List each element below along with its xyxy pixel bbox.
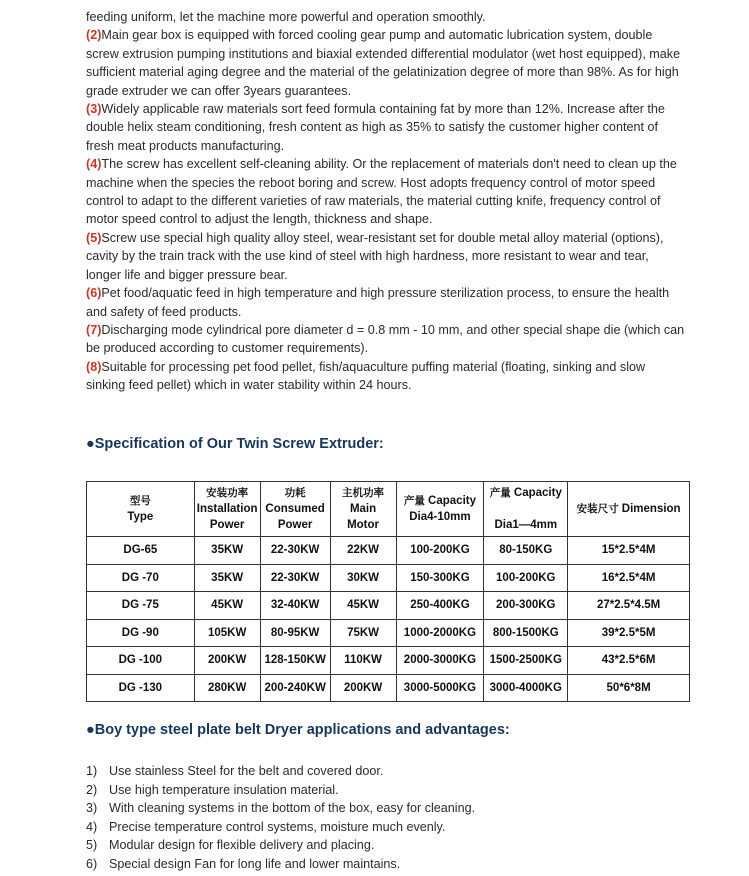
- cell-consumed-power: 200-240KW: [260, 674, 330, 702]
- cell-installation-power: 200KW: [194, 647, 260, 675]
- cell-type: DG-65: [87, 537, 195, 565]
- feature-text: Screw use special high quality alloy steel, wear-resistant set for double metal alloy material (options), cavity by the train track with the use kind of steel with high hardness, more resistant to wear and tear, longer life and bigger pressure bear.: [86, 230, 664, 282]
- spec-heading: [86, 436, 706, 452]
- header-installation-power: 安装功率 Installation Power: [194, 482, 260, 537]
- feature-text: Main gear box is equipped with forced cooling gear pump and automatic lubrication system, double screw extrusion pumping institutions and biaxial extended differential modulator (wet host equipped), make sufficient material aging degree and the material of the gelatinization degree of more than 98%. As for high grade extruder we can offer 3years guarantees.: [86, 28, 681, 98]
- cell-capacity-4-10mm: 150-300KG: [396, 564, 484, 592]
- list-item: [86, 781, 706, 800]
- cell-main-motor: 75KW: [330, 619, 396, 647]
- cell-type: DG -75: [87, 592, 195, 620]
- cell-installation-power: 105KW: [194, 619, 260, 647]
- cell-dimension: 16*2.5*4M: [568, 564, 690, 592]
- header-main-motor: 主机功率 Main Motor: [330, 482, 396, 537]
- feature-text: Widely applicable raw materials sort feed formula containing fat by more than 12%. Increase after the double helix steam conditioning, fresh content as high as 35% to satisfy the customer higher content of fresh meat products manufacturing.: [86, 102, 665, 153]
- list-item: [86, 799, 706, 818]
- dryer-heading-text: Boy type steel plate belt Dryer applications and advantages:: [94, 722, 510, 738]
- list-text: With cleaning systems in the bottom of the box, easy for cleaning.: [109, 801, 476, 816]
- cell-installation-power: 45KW: [194, 592, 260, 620]
- cell-capacity-1-4mm: 100-200KG: [484, 564, 568, 592]
- cell-consumed-power: 32-40KW: [260, 592, 330, 620]
- header-type: 型号 Type: [87, 482, 195, 537]
- header-consumed-power: 功耗 Consumed Power: [260, 482, 330, 537]
- table-header-row: [87, 482, 690, 537]
- feature-text: Discharging mode cylindrical pore diameter d = 0.8 mm - 10 mm, and other special shape die (which can be produced according to customer requirements).: [86, 322, 685, 356]
- cell-main-motor: 30KW: [330, 564, 396, 592]
- list-text: Use high temperature insulation material.: [109, 782, 339, 797]
- list-number: 2): [86, 782, 98, 797]
- cell-capacity-1-4mm: 800-1500KG: [484, 619, 568, 647]
- feature-item-5: [86, 229, 686, 284]
- table-row: [87, 537, 690, 565]
- spec-heading-text: Specification of Our Twin Screw Extruder:: [94, 436, 384, 452]
- cell-capacity-1-4mm: 200-300KG: [484, 592, 568, 620]
- feature-number: (6): [86, 286, 102, 301]
- feature-number: (4): [86, 157, 102, 172]
- list-item: [86, 762, 706, 781]
- cell-capacity-4-10mm: 100-200KG: [396, 537, 484, 565]
- cell-capacity-1-4mm: 80-150KG: [484, 537, 568, 565]
- cell-type: DG -100: [87, 647, 195, 675]
- feature-number: (3): [86, 102, 102, 117]
- cell-dimension: 39*2.5*5M: [568, 619, 690, 647]
- list-item: [86, 836, 706, 855]
- cell-consumed-power: 22-30KW: [260, 537, 330, 565]
- feature-item-4: [86, 155, 686, 229]
- feature-item-8: [86, 358, 686, 395]
- cell-main-motor: 45KW: [330, 592, 396, 620]
- spec-table: [86, 481, 690, 702]
- list-text: Modular design for flexible delivery and placing.: [109, 838, 375, 853]
- table-row: [87, 674, 690, 702]
- table-row: [87, 564, 690, 592]
- header-dimension: 安装尺寸 Dimension: [568, 482, 690, 537]
- cell-main-motor: 110KW: [330, 647, 396, 675]
- feature-item-2: [86, 26, 686, 100]
- feature-item-6: [86, 284, 686, 321]
- list-number: 3): [86, 801, 98, 816]
- dryer-advantages-list: [86, 762, 706, 874]
- cell-consumed-power: 80-95KW: [260, 619, 330, 647]
- cell-type: DG -70: [87, 564, 195, 592]
- cell-main-motor: 200KW: [330, 674, 396, 702]
- feature-paragraphs: [86, 8, 686, 395]
- dryer-heading: [86, 722, 706, 738]
- cell-installation-power: 280KW: [194, 674, 260, 702]
- header-capacity-4-10mm: 产量 Capacity Dia4-10mm: [396, 482, 484, 537]
- feature-number: (8): [86, 359, 102, 374]
- feature-number: (5): [86, 230, 102, 245]
- cell-type: DG -90: [87, 619, 195, 647]
- cell-capacity-1-4mm: 3000-4000KG: [484, 674, 568, 702]
- cell-capacity-4-10mm: 3000-5000KG: [396, 674, 484, 702]
- table-row: [87, 592, 690, 620]
- list-number: 5): [86, 838, 98, 853]
- feature-text: Pet food/aquatic feed in high temperature and high pressure sterilization process, to ensure the health and safety of feed products.: [86, 286, 670, 319]
- cell-consumed-power: 128-150KW: [260, 647, 330, 675]
- cell-capacity-4-10mm: 2000-3000KG: [396, 647, 484, 675]
- cell-main-motor: 22KW: [330, 537, 396, 565]
- list-text: Special design Fan for long life and lower maintains.: [109, 856, 401, 871]
- list-item: [86, 855, 706, 874]
- header-capacity-1-4mm: 产量 Capacity Dia1—4mm: [484, 482, 568, 537]
- cell-capacity-1-4mm: 1500-2500KG: [484, 647, 568, 675]
- cell-dimension: 15*2.5*4M: [568, 537, 690, 565]
- list-item: [86, 818, 706, 837]
- table-row: [87, 647, 690, 675]
- list-text: Use stainless Steel for the belt and covered door.: [109, 764, 384, 778]
- cell-dimension: 43*2.5*6M: [568, 647, 690, 675]
- feature-item-3: [86, 100, 686, 155]
- cell-dimension: 27*2.5*4.5M: [568, 592, 690, 620]
- feature-number: (2): [86, 28, 102, 43]
- cell-type: DG -130: [87, 674, 195, 702]
- list-number: 4): [86, 819, 98, 834]
- cell-consumed-power: 22-30KW: [260, 564, 330, 592]
- lead-text: feeding uniform, let the machine more powerful and operation smoothly.: [86, 10, 486, 24]
- feature-text: Suitable for processing pet food pellet, fish/aquaculture puffing material (floating, sinking and slow sinking feed pellet) which in water stability within 24 hours.: [86, 359, 646, 393]
- cell-installation-power: 35KW: [194, 564, 260, 592]
- bullet-icon: ●: [86, 436, 95, 452]
- feature-item-7: [86, 321, 686, 358]
- list-number: 1): [86, 764, 98, 778]
- cell-installation-power: 35KW: [194, 537, 260, 565]
- bullet-icon: ●: [86, 722, 95, 738]
- list-text: Precise temperature control systems, moisture much evenly.: [109, 819, 446, 834]
- list-number: 6): [86, 856, 98, 871]
- cell-capacity-4-10mm: 1000-2000KG: [396, 619, 484, 647]
- cell-dimension: 50*6*8M: [568, 674, 690, 702]
- cell-capacity-4-10mm: 250-400KG: [396, 592, 484, 620]
- feature-text: The screw has excellent self-cleaning ability. Or the replacement of materials don't need to clean up the machine when the species the reboot boring and screw. Host adopts frequency control of motor speed control to adapt to the different varieties of raw materials, the material cutting knife, frequency control of motor speed control to adjust the length, thickness and shape.: [86, 157, 677, 227]
- table-row: [87, 619, 690, 647]
- feature-number: (7): [86, 322, 102, 337]
